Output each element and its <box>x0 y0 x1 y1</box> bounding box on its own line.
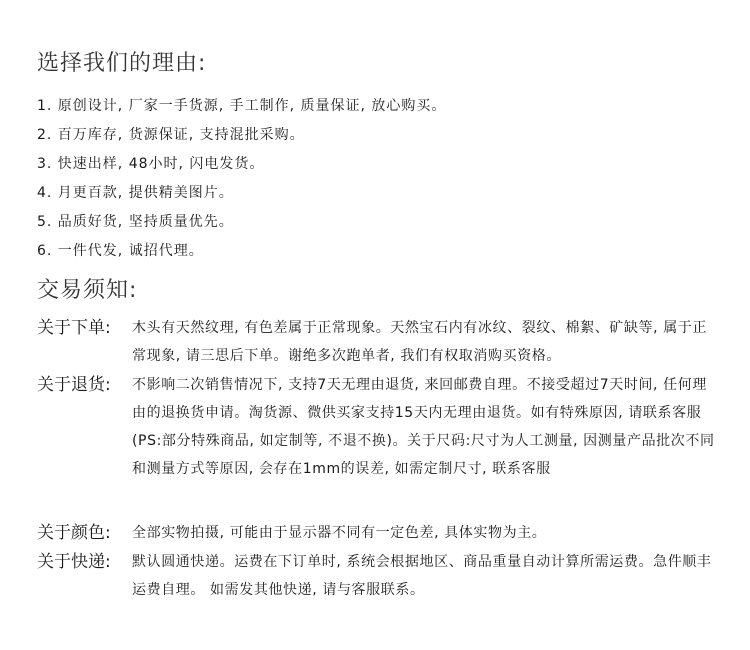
reason-item: 4. 月更百款, 提供精美图片。 <box>37 185 234 201</box>
notice-color-label: 关于颜色: <box>37 523 111 543</box>
notice-returns-text: 不影响二次销售情况下, 支持7天无理由退货, 来回邮费自理。不接受超过7天时间, 任何理由的退换货申请。淘货源、微供买家支持15天内无理由退货。如有特殊原因, 请联系客服(PS:部分特殊商品, 如定制等, 不退不换)。关于尺码:尺寸为人工测量, 因测量产品批次不同和测量方式等原因, 会存在1mm的误差, 如需定制尺寸, 联系客服 <box>132 377 715 477</box>
reasons-list <box>37 92 446 266</box>
notice-color-text: 全部实物拍摄, 可能由于显示器不同有一定色差, 具体实物为主。 <box>132 525 547 541</box>
reason-item: 2. 百万库存, 货源保证, 支持混批采购。 <box>37 127 305 143</box>
notice-returns-label: 关于退货: <box>37 375 111 395</box>
notice-title: 交易须知: <box>37 278 138 303</box>
notice-color <box>37 519 717 547</box>
reasons-title: 选择我们的理由: <box>37 51 207 76</box>
notice-returns <box>37 371 717 483</box>
reason-item: 5. 品质好货, 坚持质量优先。 <box>37 214 234 230</box>
reason-item: 3. 快速出样, 48小时, 闪电发货。 <box>37 156 265 172</box>
notice-shipping-label: 关于快递: <box>37 552 111 572</box>
notice-ordering <box>37 314 717 370</box>
reason-item: 1. 原创设计, 厂家一手货源, 手工制作, 质量保证, 放心购买。 <box>37 98 447 114</box>
notice-shipping-text: 默认圆通快递。运费在下订单时, 系统会根据地区、商品重量自动计算所需运费。急件顺丰运费自理。 如需发其他快递, 请与客服联系。 <box>132 554 712 598</box>
notice-ordering-text: 木头有天然纹理, 有色差属于正常现象。天然宝石内有冰纹、裂纹、棉絮、矿缺等, 属于正常现象, 请三思后下单。谢绝多次跑单者, 我们有权取消购买资格。 <box>132 320 707 364</box>
reason-item: 6. 一件代发, 诚招代理。 <box>37 243 204 259</box>
notice-ordering-label: 关于下单: <box>37 318 111 338</box>
notice-shipping <box>37 548 717 604</box>
